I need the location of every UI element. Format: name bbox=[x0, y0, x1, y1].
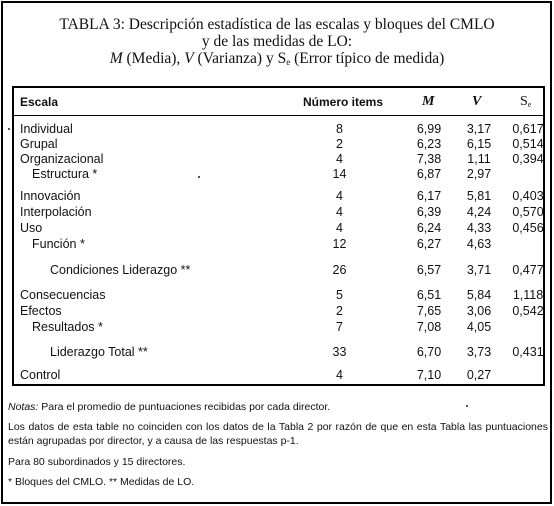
table-subtitle: y de las medidas de LO: bbox=[201, 33, 353, 50]
cell-m: 7,38 bbox=[416, 152, 442, 166]
note-notas: Notas: Para el promedio de puntuaciones recibidas por cada director. bbox=[8, 401, 331, 413]
scan-speck bbox=[466, 405, 468, 407]
cell-se: 0,456 bbox=[512, 221, 544, 235]
v-symbol: V bbox=[184, 50, 194, 67]
cell-numero-items: 33 bbox=[332, 345, 347, 359]
cell-numero-items: 5 bbox=[336, 288, 343, 302]
cell-escala: Individual bbox=[20, 122, 73, 136]
header-numero-items: Número items bbox=[303, 95, 384, 109]
cell-v: 2,97 bbox=[466, 167, 492, 181]
cell-numero-items: 12 bbox=[332, 237, 347, 251]
cell-v: 6,15 bbox=[466, 137, 492, 151]
cell-numero-items: 2 bbox=[336, 137, 343, 151]
m-symbol: M bbox=[109, 50, 123, 67]
cell-v: 4,63 bbox=[466, 237, 492, 251]
cell-v: 3,17 bbox=[466, 122, 492, 136]
cell-se: 0,394 bbox=[512, 152, 544, 166]
cell-numero-items: 4 bbox=[336, 152, 343, 166]
cell-escala: Grupal bbox=[20, 137, 58, 151]
cell-m: 6,51 bbox=[416, 288, 442, 302]
cell-m: 6,23 bbox=[416, 137, 442, 151]
cell-escala: Efectos bbox=[20, 304, 62, 318]
table-row bbox=[14, 345, 543, 359]
cell-numero-items: 4 bbox=[336, 221, 343, 235]
cell-m: 6,70 bbox=[416, 345, 442, 359]
table-row bbox=[14, 304, 543, 318]
cell-escala: Control bbox=[20, 368, 61, 382]
cell-numero-items: 4 bbox=[336, 189, 343, 203]
scan-speck bbox=[8, 128, 10, 130]
cell-v: 1,11 bbox=[467, 152, 491, 166]
cell-numero-items: 4 bbox=[336, 368, 343, 382]
cell-m: 6,39 bbox=[416, 205, 442, 219]
cell-escala: Condiciones Liderazgo ** bbox=[50, 263, 191, 277]
cell-v: 3,06 bbox=[466, 304, 492, 318]
cell-m: 7,10 bbox=[416, 368, 442, 382]
header-rule bbox=[14, 115, 543, 116]
cell-escala: Uso bbox=[20, 221, 43, 235]
cell-m: 7,08 bbox=[416, 320, 442, 334]
cell-m: 6,17 bbox=[416, 189, 442, 203]
cell-v: 0,27 bbox=[466, 368, 492, 382]
cell-escala: Resultados * bbox=[32, 320, 103, 334]
cell-m: 6,27 bbox=[416, 237, 442, 251]
table-legend-line bbox=[0, 50, 554, 71]
table-row bbox=[14, 152, 543, 166]
cell-v: 5,84 bbox=[466, 288, 492, 302]
cell-escala: Estructura * bbox=[32, 167, 98, 181]
cell-escala: Innovación bbox=[20, 189, 81, 203]
cell-se: 0,403 bbox=[512, 189, 544, 203]
table-row bbox=[14, 320, 543, 334]
cell-m: 6,24 bbox=[416, 221, 442, 235]
table-row bbox=[14, 137, 543, 151]
se-subscript: e bbox=[286, 57, 291, 67]
cell-escala: Organizacional bbox=[20, 152, 104, 166]
cell-numero-items: 8 bbox=[336, 122, 343, 136]
v-description: (Varianza) y S bbox=[193, 50, 287, 67]
table-row bbox=[14, 288, 543, 302]
table-row bbox=[14, 205, 543, 219]
cell-m: 6,99 bbox=[416, 122, 442, 136]
cell-se: 0,431 bbox=[512, 345, 544, 359]
table-row bbox=[14, 221, 543, 235]
note-para80: Para 80 subordinados y 15 directores. bbox=[8, 456, 186, 468]
cell-numero-items: 14 bbox=[332, 167, 347, 181]
statistics-table bbox=[12, 86, 545, 386]
cell-se: 0,477 bbox=[512, 263, 544, 277]
cell-escala: Función * bbox=[32, 237, 85, 251]
cell-numero-items: 2 bbox=[336, 304, 343, 318]
cell-v: 3,73 bbox=[466, 345, 492, 359]
se-description: (Error típico de medida) bbox=[290, 50, 445, 67]
cell-escala: Interpolación bbox=[20, 205, 92, 219]
cell-se: 0,570 bbox=[512, 205, 544, 219]
header-m: M bbox=[422, 94, 435, 109]
table-row bbox=[14, 189, 543, 203]
cell-numero-items: 26 bbox=[332, 263, 347, 277]
table-row bbox=[14, 263, 543, 277]
cell-m: 7,65 bbox=[416, 304, 442, 318]
cell-se: 0,542 bbox=[512, 304, 544, 318]
table-row bbox=[14, 237, 543, 251]
cell-v: 4,33 bbox=[466, 221, 492, 235]
cell-escala: Consecuencias bbox=[20, 288, 106, 302]
cell-m: 6,57 bbox=[416, 263, 442, 277]
cell-v: 5,81 bbox=[466, 189, 492, 203]
header-escala: Escala bbox=[20, 95, 59, 109]
cell-se: 0,514 bbox=[512, 137, 544, 151]
m-description: (Media), bbox=[122, 50, 185, 67]
table-row bbox=[14, 368, 543, 382]
table-title: TABLA 3: Descripción estadística de las escalas y bloques del CMLO bbox=[59, 16, 495, 33]
cell-numero-items: 7 bbox=[336, 320, 343, 334]
cell-m: 6,87 bbox=[416, 167, 442, 181]
table-row bbox=[14, 122, 543, 136]
header-v: V bbox=[472, 94, 482, 109]
cell-v: 4,05 bbox=[466, 320, 492, 334]
cell-v: 3,71 bbox=[466, 263, 492, 277]
cell-numero-items: 4 bbox=[336, 205, 343, 219]
cell-escala: Liderazgo Total ** bbox=[50, 345, 148, 359]
cell-se: 1,118 bbox=[512, 288, 544, 302]
note-datos: Los datos de esta table no coinciden con los datos de la Tabla 2 por razón de que en esta Tabla las puntuaciones están agrupadas por director, y a causa de las respuestas p-1. bbox=[8, 421, 548, 447]
note-bloques: * Bloques del CMLO. ** Medidas de LO. bbox=[8, 476, 195, 488]
header-se: $S_e$ bbox=[520, 94, 532, 109]
table-row bbox=[14, 167, 543, 181]
cell-v: 4,24 bbox=[466, 205, 492, 219]
scan-speck bbox=[198, 176, 200, 178]
cell-se: 0,617 bbox=[512, 122, 544, 136]
